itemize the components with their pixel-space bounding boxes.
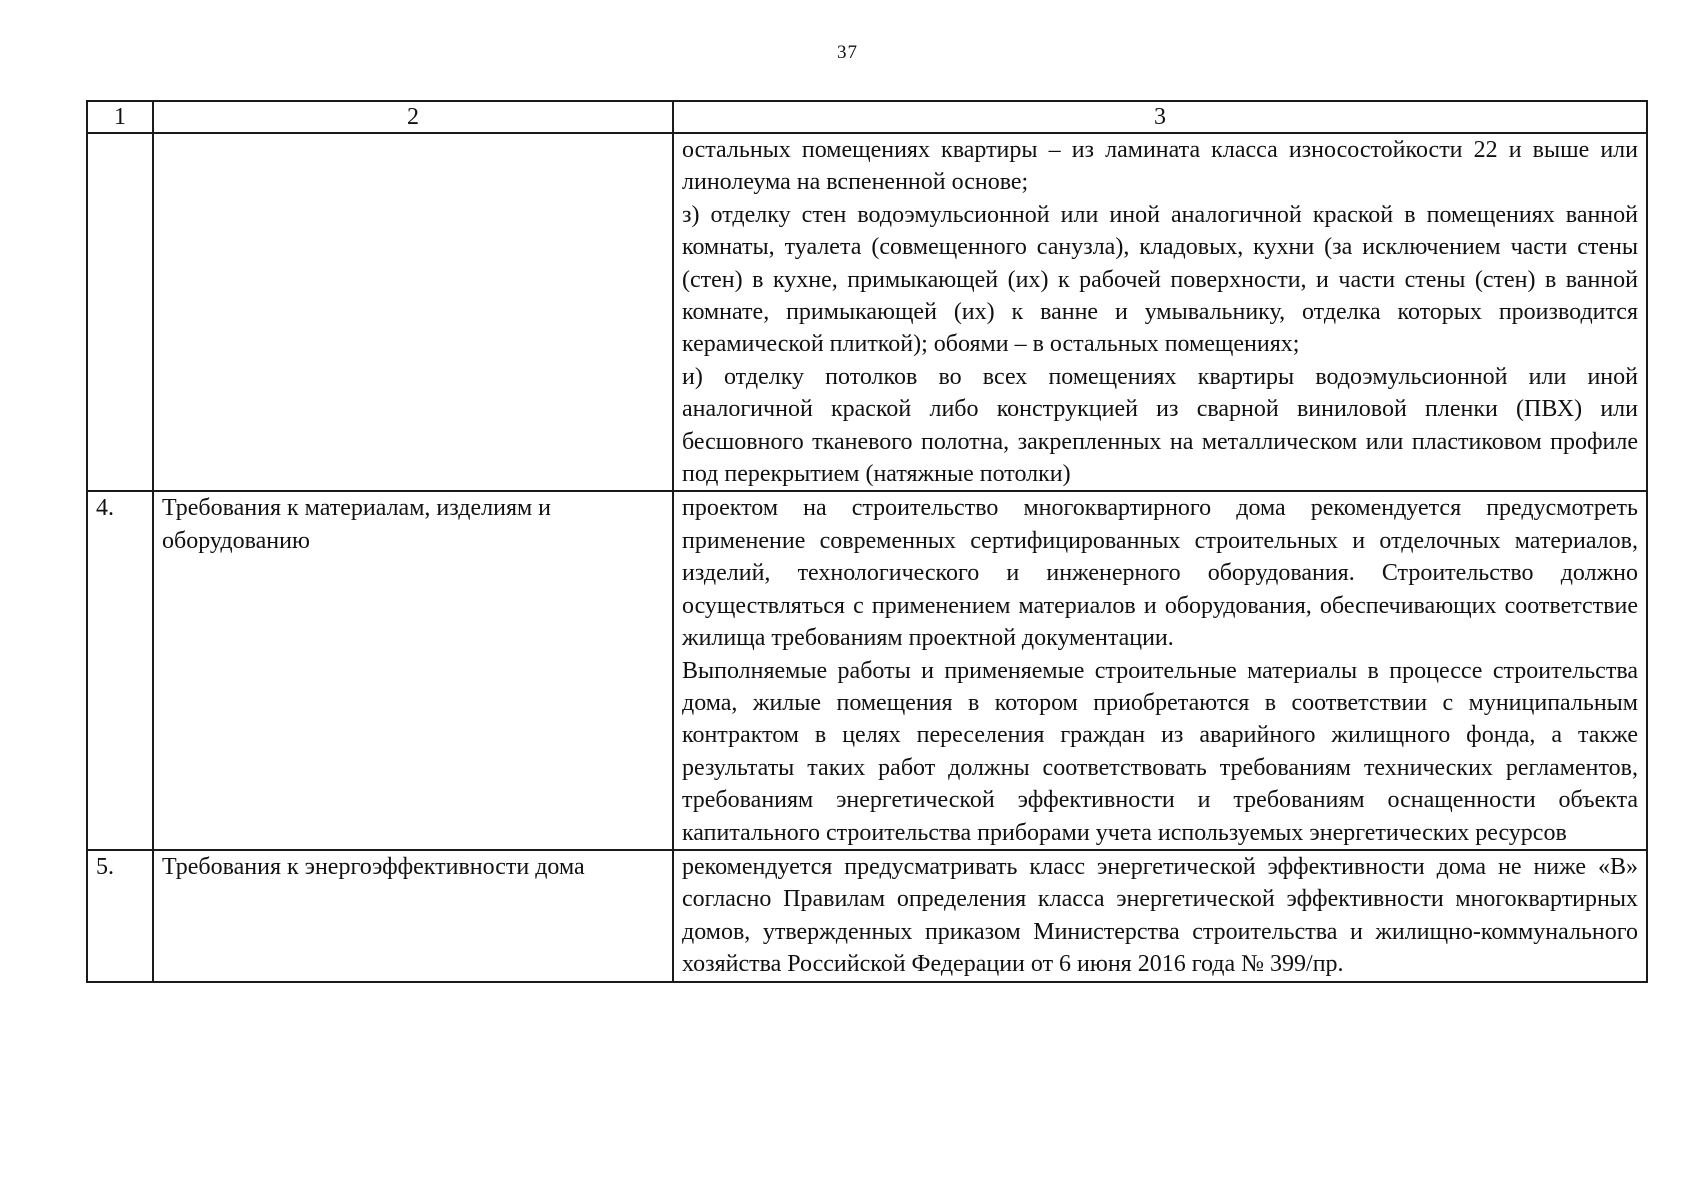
row-number: 5. [87, 850, 153, 982]
header-col-3: 3 [673, 101, 1647, 133]
requirement-content [673, 850, 1647, 982]
requirement-content [673, 491, 1647, 849]
table-row-continuation [87, 133, 1647, 491]
content-paragraph: проектом на строительство многоквартирного дома рекомендуется предусмотреть применение современных сертифицированных строительных и отделочных материалов, изделий, технологического и инженерного оборудования. Строительство должно осуществляться с применением материалов и оборудования, обеспечивающих соответствие жилища требованиям проектной документации. [682, 495, 1638, 652]
row-number: 4. [87, 491, 153, 849]
page-number: 37 [837, 42, 858, 63]
requirement-name [153, 133, 673, 491]
table-header [87, 101, 1647, 133]
requirement-name: Требования к энергоэффективности дома [153, 850, 673, 982]
header-row [87, 101, 1647, 133]
content-paragraph: и) отделку потолков во всех помещениях квартиры водоэмульсионной или иной аналогичной краской либо конструкцией из сварной виниловой пленки (ПВХ) или бесшовного тканевого полотна, закрепленных на металлическом или пластиковом профиле под перекрытием (натяжные потолки) [682, 363, 1638, 488]
content-paragraph: з) отделку стен водоэмульсионной или иной аналогичной краской в помещениях ванной комнаты, туалета (совмещенного санузла), кладовых, кухни (за исключением части стены (стен) в кухне, примыкающей (их) к рабочей поверхности, и части стены (стен) в ванной комнате, примыкающей (их) к ванне и умывальнику, отделка которых производится керамической плиткой); обоями – в остальных помещениях; [682, 201, 1638, 358]
content-paragraph: остальных помещениях квартиры – из ламината класса износостойкости 22 и выше или линолеума на вспененной основе; [682, 137, 1638, 196]
header-col-1: 1 [87, 101, 153, 133]
content-paragraph: Выполняемые работы и применяемые строительные материалы в процессе строительства дома, жилые помещения в котором приобретаются в соответствии с муниципальным контрактом в целях переселения граждан из аварийного жилищного фонда, а также результаты таких работ должны соответствовать требованиям технических регламентов, требованиям энергетической эффективности и требованиям оснащенности объекта капитального строительства приборами учета используемых энергетических ресурсов [682, 657, 1638, 846]
header-col-2: 2 [153, 101, 673, 133]
row-number [87, 133, 153, 491]
requirements-table [86, 100, 1648, 983]
requirement-content [673, 133, 1647, 491]
content-paragraph: рекомендуется предусматривать класс энергетической эффективности дома не ниже «В» согласно Правилам определения класса энергетической эффективности многоквартирных домов, утвержденных приказом Министерства строительства и жилищно-коммунального хозяйства Российской Федерации от 6 июня 2016 года № 399/пр. [682, 853, 1638, 978]
table-row-4 [87, 491, 1647, 849]
requirement-name: Требования к материалам, изделиям и оборудованию [153, 491, 673, 849]
table-row-5 [87, 850, 1647, 982]
